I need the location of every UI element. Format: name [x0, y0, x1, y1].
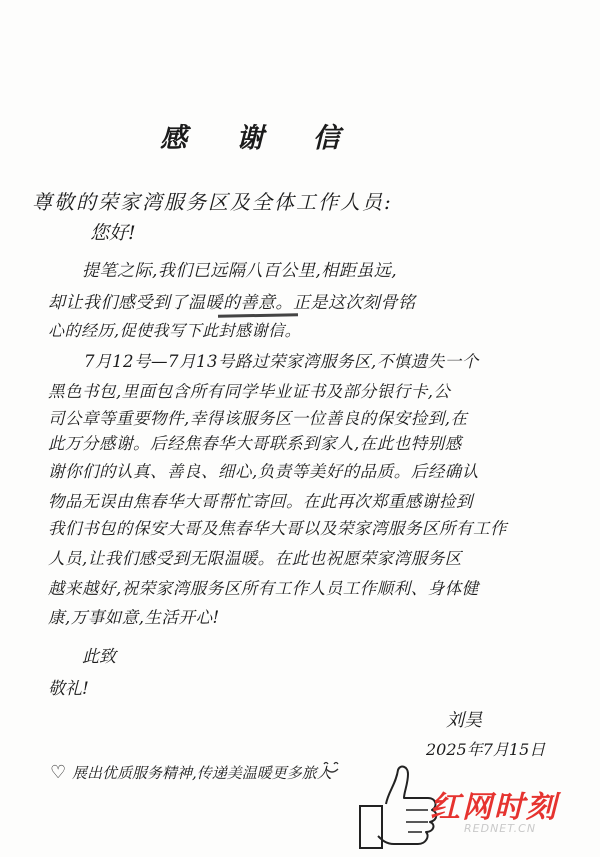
body-line: 司公章等重要物件,幸得该服务区一位善良的保安捡到,在	[48, 409, 468, 428]
body-line: 黑色书包,里面包含所有同学毕业证书及部分银行卡,公	[48, 382, 451, 401]
body-line: 人员,让我们感受到无限温暖。在此也祝愿荣家湾服务区	[48, 549, 462, 568]
letter-greeting: 您好!	[90, 222, 136, 244]
rednet-watermark	[430, 782, 590, 842]
body-line: 心的经历,促使我写下此封感谢信。	[48, 321, 302, 340]
slogan-text: 展出优质服务精神,传递美温暖更多旅人	[72, 764, 332, 782]
closing-line-1: 此致	[82, 647, 116, 667]
body-line: 此万分感谢。后经焦春华大哥联系到家人,在此也特别感	[48, 434, 462, 453]
body-line: 7月12号—7月13号路过荣家湾服务区,不慎遗失一个	[84, 352, 479, 371]
body-line: 却让我们感受到了温暖的善意。正是这次刻骨铭	[48, 293, 416, 313]
body-line: 提笔之际,我们已远隔八百公里,相距虽远,	[82, 261, 398, 281]
letter-salutation: 尊敬的荣家湾服务区及全体工作人员:	[32, 190, 393, 214]
body-line: 物品无误由焦春华大哥帮忙寄回。在此再次郑重感谢捡到	[48, 492, 473, 511]
watermark-domain: REDNET.CN	[464, 822, 537, 835]
closing-line-2: 敬礼!	[48, 679, 89, 699]
smile-icon	[322, 760, 342, 776]
body-line: 康,万事如意,生活开心!	[48, 608, 220, 627]
signature: 刘昊	[446, 710, 482, 731]
body-line: 谢你们的认真、善良、细心,负责等美好的品质。后经确认	[48, 462, 479, 481]
body-line: 我们书包的保安大哥及焦春华大哥以及荣家湾服务区所有工作	[48, 519, 507, 538]
watermark-brand: 红网时刻	[430, 790, 558, 825]
body-line: 越来越好,祝荣家湾服务区所有工作人员工作顺利、身体健	[48, 579, 479, 598]
heart-icon: ♡	[50, 762, 67, 783]
letter-title: 感 谢 信	[160, 123, 360, 154]
letter-date: 2025年7月15日	[426, 740, 546, 759]
